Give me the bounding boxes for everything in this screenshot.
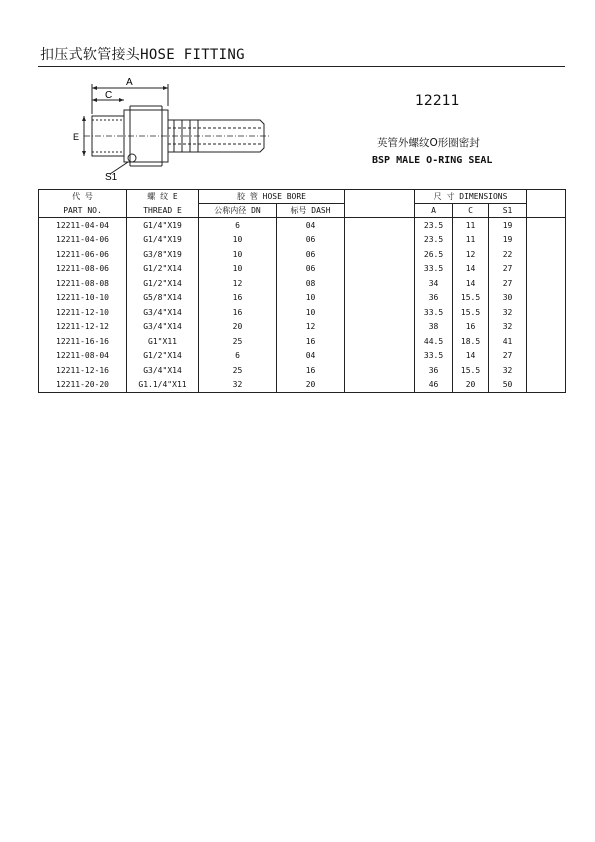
cell-part: 12211-10-10 [39, 291, 127, 306]
cell-c: 14 [453, 262, 489, 277]
cell-thread: G1"X11 [127, 334, 199, 349]
cell-blank [345, 276, 415, 291]
header-blank-end [527, 190, 566, 204]
cell-part: 12211-04-04 [39, 218, 127, 233]
cell-blank-end [527, 218, 566, 233]
cell-c: 12 [453, 247, 489, 262]
cell-blank-end [527, 305, 566, 320]
cell-a: 36 [415, 291, 453, 306]
cell-dash: 06 [277, 262, 345, 277]
cell-thread: G3/4"X14 [127, 363, 199, 378]
header-part-cn: 代 号 [39, 190, 127, 204]
cell-thread: G5/8"X14 [127, 291, 199, 306]
cell-a: 46 [415, 378, 453, 393]
cell-c: 15.5 [453, 363, 489, 378]
cell-c: 16 [453, 320, 489, 335]
dim-s1-label: S1 [105, 172, 118, 182]
cell-dash: 16 [277, 363, 345, 378]
cell-blank-end [527, 276, 566, 291]
cell-a: 23.5 [415, 233, 453, 248]
cell-c: 14 [453, 349, 489, 364]
cell-part: 12211-16-16 [39, 334, 127, 349]
cell-c: 15.5 [453, 291, 489, 306]
table-row [39, 262, 566, 277]
cell-blank [345, 349, 415, 364]
cell-a: 38 [415, 320, 453, 335]
cell-dash: 06 [277, 233, 345, 248]
cell-dash: 08 [277, 276, 345, 291]
cell-blank [345, 305, 415, 320]
cell-dash: 10 [277, 305, 345, 320]
cell-blank-end [527, 262, 566, 277]
cell-blank-end [527, 247, 566, 262]
table-subheader-row [39, 204, 566, 218]
cell-a: 33.5 [415, 349, 453, 364]
cell-c: 14 [453, 276, 489, 291]
header-blank-2 [345, 204, 415, 218]
product-description-cn: 英管外螺纹O形圈密封 [377, 137, 480, 149]
cell-s1: 27 [489, 349, 527, 364]
cell-s1: 19 [489, 233, 527, 248]
cell-s1: 32 [489, 363, 527, 378]
product-description-en: BSP MALE O-RING SEAL [372, 155, 493, 166]
cell-a: 33.5 [415, 262, 453, 277]
table-row [39, 247, 566, 262]
page-title: 扣压式软管接头HOSE FITTING [40, 47, 245, 63]
cell-s1: 50 [489, 378, 527, 393]
table-row [39, 218, 566, 233]
cell-dn: 12 [199, 276, 277, 291]
cell-c: 18.5 [453, 334, 489, 349]
header-part-en: PART NO. [39, 204, 127, 218]
cell-dash: 20 [277, 378, 345, 393]
cell-part: 12211-04-06 [39, 233, 127, 248]
header-dash: 标号 DASH [277, 204, 345, 218]
cell-a: 44.5 [415, 334, 453, 349]
table-row [39, 334, 566, 349]
cell-s1: 32 [489, 305, 527, 320]
cell-thread: G3/8"X19 [127, 247, 199, 262]
cell-dn: 6 [199, 349, 277, 364]
cell-c: 20 [453, 378, 489, 393]
cell-s1: 41 [489, 334, 527, 349]
cell-blank-end [527, 320, 566, 335]
cell-dash: 16 [277, 334, 345, 349]
cell-dn: 6 [199, 218, 277, 233]
product-code: 12211 [415, 93, 460, 109]
header-dimensions: 尺 寸 DIMENSIONS [415, 190, 527, 204]
cell-part: 12211-12-12 [39, 320, 127, 335]
cell-a: 34 [415, 276, 453, 291]
cell-thread: G1/2"X14 [127, 262, 199, 277]
header-a: A [415, 204, 453, 218]
cell-c: 11 [453, 218, 489, 233]
cell-blank [345, 218, 415, 233]
cell-dn: 10 [199, 262, 277, 277]
cell-blank [345, 363, 415, 378]
cell-a: 33.5 [415, 305, 453, 320]
cell-blank [345, 262, 415, 277]
cell-dn: 20 [199, 320, 277, 335]
cell-part: 12211-08-04 [39, 349, 127, 364]
cell-dash: 06 [277, 247, 345, 262]
cell-blank-end [527, 233, 566, 248]
cell-dash: 04 [277, 218, 345, 233]
header-blank-end-2 [527, 204, 566, 218]
table-row [39, 276, 566, 291]
cell-thread: G1/4"X19 [127, 233, 199, 248]
header-blank [345, 190, 415, 204]
cell-blank [345, 320, 415, 335]
table-row [39, 305, 566, 320]
cell-dn: 25 [199, 334, 277, 349]
header-s1: S1 [489, 204, 527, 218]
cell-dn: 16 [199, 291, 277, 306]
header-dn: 公称内径 DN [199, 204, 277, 218]
dim-c-label: C [105, 90, 113, 101]
table-row [39, 349, 566, 364]
cell-s1: 27 [489, 262, 527, 277]
cell-dn: 10 [199, 233, 277, 248]
cell-blank [345, 291, 415, 306]
cell-dn: 32 [199, 378, 277, 393]
cell-dn: 10 [199, 247, 277, 262]
table-row [39, 291, 566, 306]
table-row [39, 363, 566, 378]
spec-table [38, 189, 566, 393]
header-thread-cn: 螺 纹 E [127, 190, 199, 204]
cell-s1: 32 [489, 320, 527, 335]
cell-part: 12211-08-06 [39, 262, 127, 277]
header-hose-bore: 胶 管 HOSE BORE [199, 190, 345, 204]
cell-s1: 19 [489, 218, 527, 233]
dim-e-label: E [73, 132, 80, 142]
table-row [39, 378, 566, 393]
cell-c: 11 [453, 233, 489, 248]
cell-blank [345, 233, 415, 248]
cell-s1: 27 [489, 276, 527, 291]
cell-thread: G1.1/4"X11 [127, 378, 199, 393]
cell-dash: 10 [277, 291, 345, 306]
cell-thread: G3/4"X14 [127, 305, 199, 320]
cell-thread: G3/4"X14 [127, 320, 199, 335]
cell-a: 36 [415, 363, 453, 378]
cell-thread: G1/4"X19 [127, 218, 199, 233]
cell-blank [345, 334, 415, 349]
header-thread-en: THREAD E [127, 204, 199, 218]
cell-part: 12211-06-06 [39, 247, 127, 262]
cell-s1: 22 [489, 247, 527, 262]
cell-a: 26.5 [415, 247, 453, 262]
fitting-drawing [70, 76, 280, 182]
cell-dn: 25 [199, 363, 277, 378]
table-row [39, 320, 566, 335]
cell-blank-end [527, 349, 566, 364]
cell-part: 12211-08-08 [39, 276, 127, 291]
cell-a: 23.5 [415, 218, 453, 233]
cell-c: 15.5 [453, 305, 489, 320]
cell-part: 12211-12-10 [39, 305, 127, 320]
table-body [39, 218, 566, 393]
header-c: C [453, 204, 489, 218]
title-divider [38, 66, 565, 67]
cell-part: 12211-20-20 [39, 378, 127, 393]
dim-a-label: A [126, 77, 133, 88]
cell-thread: G1/2"X14 [127, 349, 199, 364]
cell-thread: G1/2"X14 [127, 276, 199, 291]
table-header-row [39, 190, 566, 204]
cell-blank [345, 247, 415, 262]
cell-blank [345, 378, 415, 393]
cell-dash: 04 [277, 349, 345, 364]
cell-dash: 12 [277, 320, 345, 335]
cell-part: 12211-12-16 [39, 363, 127, 378]
cell-blank-end [527, 334, 566, 349]
cell-blank-end [527, 378, 566, 393]
cell-blank-end [527, 363, 566, 378]
table-row [39, 233, 566, 248]
cell-dn: 16 [199, 305, 277, 320]
cell-blank-end [527, 291, 566, 306]
cell-s1: 30 [489, 291, 527, 306]
